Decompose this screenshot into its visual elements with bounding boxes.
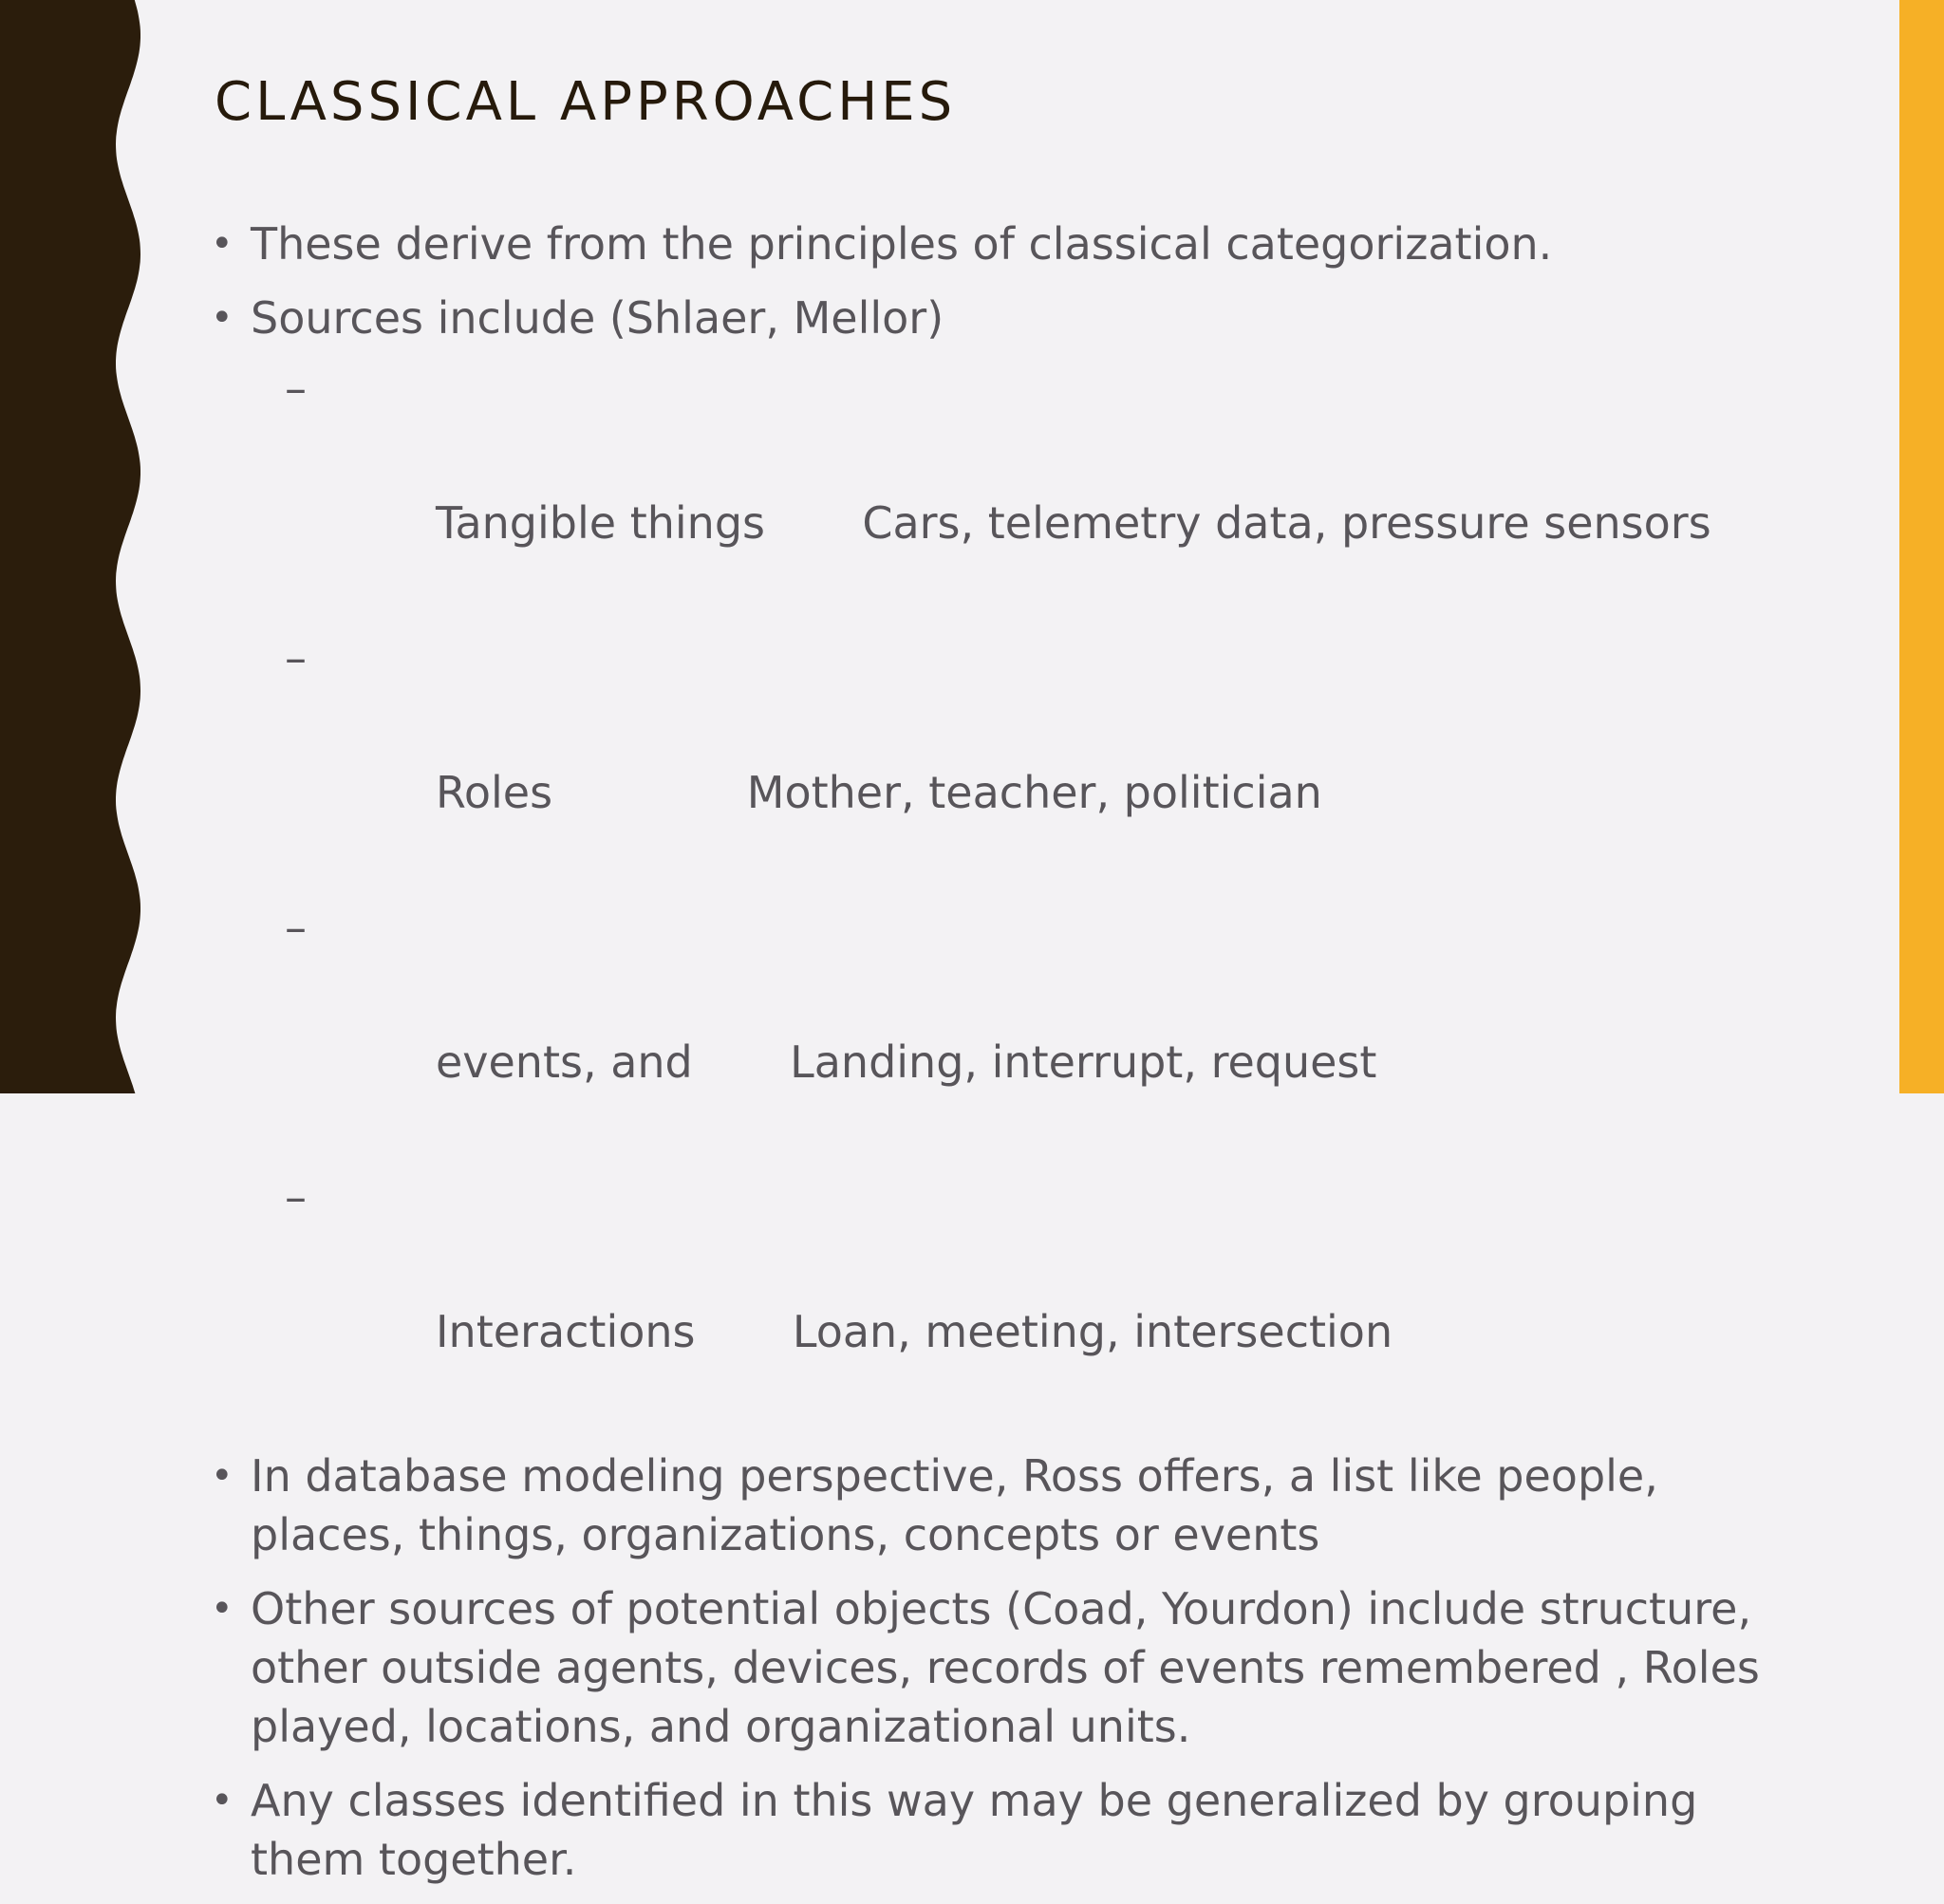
- accent-bar-right: [1899, 0, 1944, 1093]
- sub-text: Tangible things Cars, telemetry data, pressure sensors: [435, 497, 1711, 549]
- bullet-text: Other sources of potential objects (Coad, Yourdon) include structure, other outside agents, devices, records of events remembered , Roles played, locations, and organizational units.: [251, 1583, 1760, 1752]
- sub-item: [211, 894, 1805, 1164]
- bullet-item: [211, 289, 1805, 347]
- sub-text: Roles Mother, teacher, politician: [435, 767, 1322, 818]
- bullet-marker: •: [211, 222, 234, 266]
- bullet-text: Sources include (Shlaer, Mellor): [251, 292, 944, 344]
- bullet-marker: •: [211, 1454, 234, 1498]
- sub-item: [211, 355, 1805, 625]
- wavy-left-band: [0, 0, 152, 1093]
- sub-text: Interactions Loan, meeting, intersection: [435, 1306, 1393, 1357]
- slide-body: [211, 215, 1805, 1904]
- bullet-item: [211, 215, 1805, 273]
- bullet-item: [211, 1579, 1805, 1756]
- wavy-band-shape: [0, 0, 140, 1093]
- sub-list: [211, 355, 1805, 1433]
- sub-text: events, and Landing, interrupt, request: [435, 1036, 1377, 1088]
- sub-marker: –: [285, 363, 307, 414]
- bullet-text: In database modeling perspective, Ross offers, a list like people, places, things, organizations, concepts or events: [251, 1450, 1658, 1560]
- bullet-marker: •: [211, 296, 234, 340]
- bullet-item: [211, 1447, 1805, 1564]
- sub-marker: –: [285, 632, 307, 683]
- sub-item: [211, 625, 1805, 894]
- sub-item: [211, 1164, 1805, 1433]
- slide-title: CLASSICAL APPROACHES: [215, 71, 957, 133]
- bullet-text: Any classes identified in this way may be generalized by grouping them together.: [251, 1775, 1698, 1885]
- bullet-text: These derive from the principles of classical categorization.: [251, 218, 1553, 270]
- bullet-item: [211, 1771, 1805, 1889]
- bullet-marker: •: [211, 1779, 234, 1822]
- bullet-marker: •: [211, 1587, 234, 1631]
- sub-marker: –: [285, 902, 307, 953]
- sub-marker: –: [285, 1171, 307, 1223]
